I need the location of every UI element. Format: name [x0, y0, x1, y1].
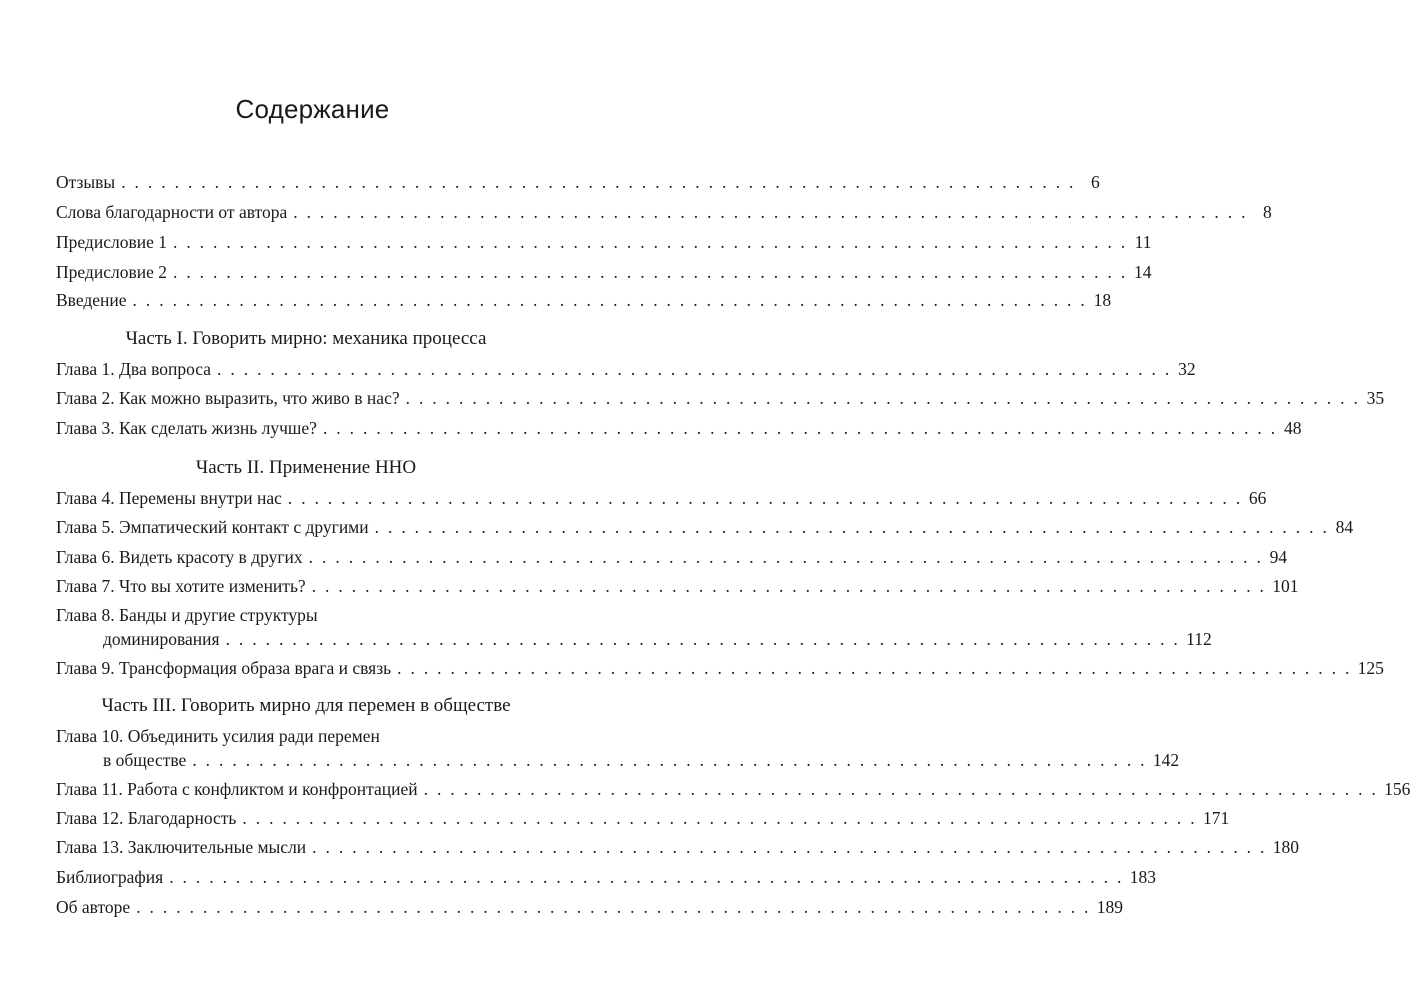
dot-leader: . . . . . . . . . . . . . . . . . . . . . . . . . . . . . . . . . . . . . . . . . . . . . . . . . . . . . . . . . . . . . . . . . . . . . . . . — [169, 867, 1124, 887]
toc-entry-page: 183 — [1129, 867, 1156, 887]
part-1-heading: Часть I. Говорить мирно: механика процесса — [125, 328, 487, 349]
toc-entry-chapter-3[interactable] — [56, 416, 1302, 440]
toc-entry-label: Глава 11. Работа с конфликтом и конфронтацией — [56, 779, 418, 799]
toc-entry-label: Предисловие 2 — [56, 262, 167, 282]
toc-entry-chapter-13[interactable] — [56, 835, 1299, 859]
dot-leader: . . . . . . . . . . . . . . . . . . . . . . . . . . . . . . . . . . . . . . . . . . . . . . . . . . . . . . . . . . . . . . . . . . . . . . . . — [423, 779, 1379, 799]
toc-entry-page: 84 — [1335, 517, 1354, 537]
dot-leader: . . . . . . . . . . . . . . . . . . . . . . . . . . . . . . . . . . . . . . . . . . . . . . . . . . . . . . . . . . . . . . . . . . . . . . . . — [397, 658, 1352, 678]
toc-entry-label: Глава 3. Как сделать жизнь лучше? — [56, 418, 317, 438]
toc-entry-page: 189 — [1096, 897, 1123, 917]
dot-leader: . . . . . . . . . . . . . . . . . . . . . . . . . . . . . . . . . . . . . . . . . . . . . . . . . . . . . . . . . . . . . . . . . . . . . . . . — [405, 388, 1361, 408]
page-title: Содержание — [235, 94, 390, 124]
toc-entry-introduction[interactable] — [56, 288, 1112, 312]
toc-entry-page: 171 — [1202, 808, 1230, 828]
toc-entry-reviews[interactable] — [56, 170, 1100, 194]
toc-entry-page: 125 — [1357, 658, 1384, 678]
dot-leader: . . . . . . . . . . . . . . . . . . . . . . . . . . . . . . . . . . . . . . . . . . . . . . . . . . . . . . . . . . . . . . . . . . . . . . . . — [293, 202, 1248, 222]
toc-entry-page: 8 — [1263, 202, 1272, 222]
toc-entry-page: 35 — [1366, 388, 1385, 408]
dot-leader: . . . . . . . . . . . . . . . . . . . . . . . . . . . . . . . . . . . . . . . . . . . . . . . . . . . . . . . . . . . . . . . . . . . . . . . . — [172, 232, 1128, 252]
toc-entry-bibliography[interactable] — [56, 865, 1156, 889]
toc-entry-chapter-4[interactable] — [56, 486, 1267, 510]
toc-entry-label: Глава 1. Два вопроса — [56, 359, 212, 379]
toc-entry-label: Библиография — [56, 867, 164, 887]
dot-leader: . . . . . . . . . . . . . . . . . . . . . . . . . . . . . . . . . . . . . . . . . . . . . . . . . . . . . . . . . . . . . . . . . . . . . . . . — [374, 517, 1330, 537]
part-3-heading: Часть III. Говорить мирно для перемен в обществе — [101, 695, 511, 716]
toc-entry-label: Глава 4. Перемены внутри нас — [56, 488, 282, 508]
toc-entry-foreword-2[interactable] — [56, 260, 1152, 284]
toc-entry-chapter-2[interactable] — [56, 386, 1385, 410]
toc-entry-label: Введение — [56, 290, 127, 310]
toc-entry-chapter-11[interactable] — [56, 777, 1410, 801]
toc-entry-page: 94 — [1269, 547, 1288, 567]
toc-entry-chapter-12[interactable] — [56, 806, 1230, 830]
toc-entry-label: Глава 9. Трансформация образа врага и связь — [56, 658, 392, 678]
toc-entry-chapter-8-line-1[interactable]: Глава 8. Банды и другие структуры — [56, 605, 318, 625]
dot-leader: . . . . . . . . . . . . . . . . . . . . . . . . . . . . . . . . . . . . . . . . . . . . . . . . . . . . . . . . . . . . . . . . . . . . . . . . — [308, 547, 1264, 567]
toc-entry-page: 112 — [1186, 629, 1212, 649]
toc-entry-page: 101 — [1272, 576, 1299, 596]
toc-entry-chapter-8[interactable] — [103, 627, 1212, 651]
toc-entry-label: Глава 6. Видеть красоту в других — [56, 547, 303, 567]
toc-entry-page: 142 — [1152, 750, 1180, 770]
toc-entry-chapter-5[interactable] — [56, 515, 1354, 539]
dot-leader: . . . . . . . . . . . . . . . . . . . . . . . . . . . . . . . . . . . . . . . . . . . . . . . . . . . . . . . . . . . . . . . . . . . . . . . . — [132, 290, 1088, 310]
toc-entry-page: 6 — [1090, 172, 1100, 192]
toc-entry-chapter-1[interactable] — [56, 357, 1196, 381]
toc-entry-label: Предисловие 1 — [56, 232, 167, 252]
dot-leader: . . . . . . . . . . . . . . . . . . . . . . . . . . . . . . . . . . . . . . . . . . . . . . . . . . . . . . . . . . . . . . . . . . . . . . . . — [192, 750, 1147, 770]
dot-leader: . . . . . . . . . . . . . . . . . . . . . . . . . . . . . . . . . . . . . . . . . . . . . . . . . . . . . . . . . . . . . . . . . . . . . . . . — [312, 837, 1267, 857]
toc-entry-page: 66 — [1248, 488, 1267, 508]
toc-entry-page: 156 — [1384, 779, 1410, 799]
toc-entry-page: 180 — [1272, 837, 1299, 857]
toc-entry-page: 14 — [1134, 262, 1152, 282]
dot-leader: . . . . . . . . . . . . . . . . . . . . . . . . . . . . . . . . . . . . . . . . . . . . . . . . . . . . . . . . . . . . . . . . . . . . . . . . — [287, 488, 1243, 508]
toc-entry-page: 48 — [1283, 418, 1302, 438]
toc-entry-label: Глава 2. Как можно выразить, что живо в нас? — [56, 388, 400, 408]
toc-entry-label: Глава 7. Что вы хотите изменить? — [56, 576, 306, 596]
dot-leader: . . . . . . . . . . . . . . . . . . . . . . . . . . . . . . . . . . . . . . . . . . . . . . . . . . . . . . . . . . . . . . . . . . . . . . . . — [121, 172, 1076, 192]
toc-entry-acknowledgements[interactable] — [56, 200, 1272, 224]
toc-entry-page: 32 — [1178, 359, 1196, 379]
toc-entry-chapter-10[interactable] — [103, 748, 1180, 772]
part-2-heading: Часть II. Применение ННО — [195, 457, 417, 478]
toc-entry-foreword-1[interactable] — [56, 230, 1152, 254]
dot-leader: . . . . . . . . . . . . . . . . . . . . . . . . . . . . . . . . . . . . . . . . . . . . . . . . . . . . . . . . . . . . . . . . . . . . . . . . — [225, 629, 1181, 649]
toc-entry-chapter-9[interactable] — [56, 656, 1384, 680]
toc-entry-label: Глава 5. Эмпатический контакт с другими — [56, 517, 369, 537]
toc-entry-label: Об авторе — [56, 897, 131, 917]
toc-entry-label: Слова благодарности от автора — [56, 202, 288, 222]
toc-entry-page: 18 — [1093, 290, 1112, 310]
toc-entry-chapter-7[interactable] — [56, 574, 1299, 598]
dot-leader: . . . . . . . . . . . . . . . . . . . . . . . . . . . . . . . . . . . . . . . . . . . . . . . . . . . . . . . . . . . . . . . . . . . . . . . . — [172, 262, 1128, 282]
dot-leader: . . . . . . . . . . . . . . . . . . . . . . . . . . . . . . . . . . . . . . . . . . . . . . . . . . . . . . . . . . . . . . . . . . . . . . . . — [311, 576, 1267, 596]
toc-entry-label: в обществе — [103, 750, 187, 770]
toc-entry-page: 11 — [1134, 232, 1152, 252]
toc-entry-chapter-6[interactable] — [56, 545, 1288, 569]
toc-entry-label: Глава 12. Благодарность — [56, 808, 237, 828]
toc-entry-chapter-10-line-1[interactable]: Глава 10. Объединить усилия ради перемен — [56, 726, 380, 746]
toc-entry-label: Глава 13. Заключительные мысли — [56, 837, 307, 857]
dot-leader: . . . . . . . . . . . . . . . . . . . . . . . . . . . . . . . . . . . . . . . . . . . . . . . . . . . . . . . . . . . . . . . . . . . . . . . . — [242, 808, 1197, 828]
toc-entry-label: Отзывы — [56, 172, 116, 192]
toc-entry-label: доминирования — [103, 629, 220, 649]
toc-entry-about-author[interactable] — [56, 895, 1123, 919]
dot-leader: . . . . . . . . . . . . . . . . . . . . . . . . . . . . . . . . . . . . . . . . . . . . . . . . . . . . . . . . . . . . . . . . . . . . . . . . — [322, 418, 1278, 438]
dot-leader: . . . . . . . . . . . . . . . . . . . . . . . . . . . . . . . . . . . . . . . . . . . . . . . . . . . . . . . . . . . . . . . . . . . . . . . . — [136, 897, 1091, 917]
dot-leader: . . . . . . . . . . . . . . . . . . . . . . . . . . . . . . . . . . . . . . . . . . . . . . . . . . . . . . . . . . . . . . . . . . . . . . . . — [217, 359, 1172, 379]
